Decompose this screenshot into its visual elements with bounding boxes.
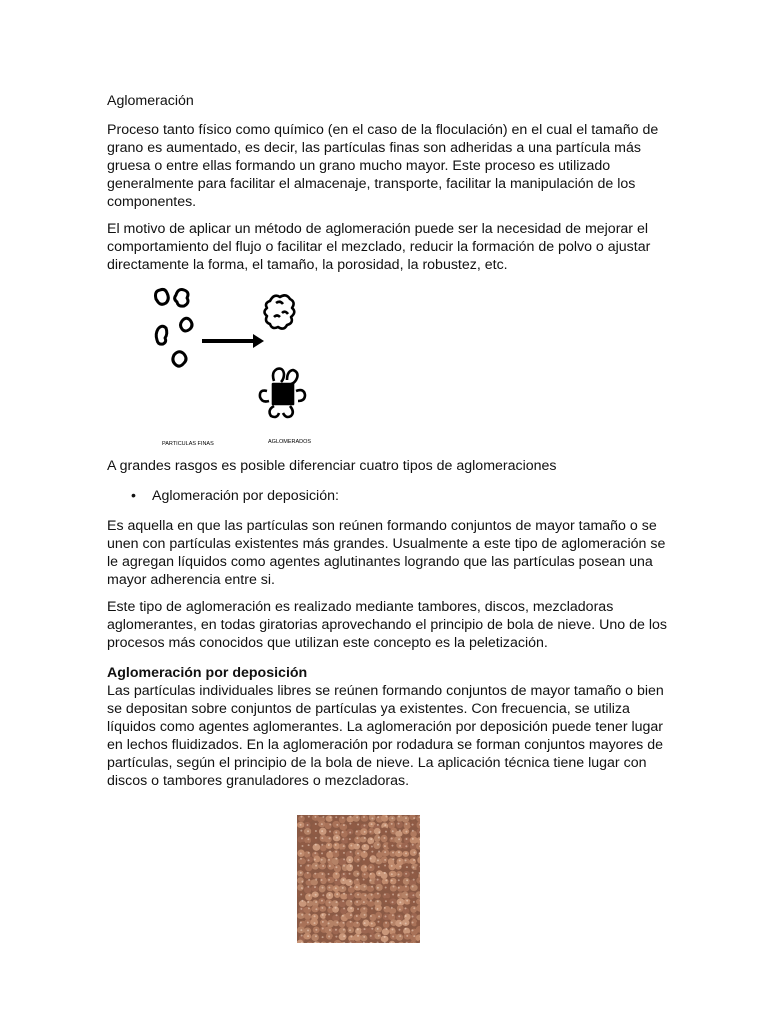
pellet bbox=[319, 885, 326, 893]
pellet bbox=[404, 913, 411, 920]
pellet bbox=[325, 822, 332, 829]
paragraph-deposition-2: Este tipo de aglomeración es realizado mediante tambores, discos, mezcladoras aglomerantes, en todas giratorias aprovechando el principio de bola de nieve. Uno de los procesos más conocidos que utilizan este concepto es la peletización. bbox=[107, 599, 667, 651]
pellet bbox=[374, 828, 381, 835]
pellet bbox=[320, 845, 327, 852]
pellet bbox=[404, 822, 411, 829]
pellet bbox=[311, 934, 318, 942]
pellet bbox=[388, 842, 396, 849]
aggregate bbox=[265, 295, 295, 328]
pellet bbox=[354, 855, 361, 862]
pellet bbox=[396, 914, 403, 920]
pellet bbox=[334, 879, 341, 886]
pellet bbox=[362, 858, 370, 865]
pellet bbox=[410, 906, 417, 913]
pellet bbox=[395, 850, 402, 857]
pellet bbox=[339, 921, 346, 927]
pellet bbox=[410, 849, 417, 856]
pellet bbox=[352, 815, 359, 822]
pellet bbox=[333, 920, 340, 926]
fine-particle bbox=[181, 318, 193, 331]
pellet bbox=[410, 899, 417, 905]
pellet bbox=[360, 884, 368, 891]
pellet bbox=[361, 865, 368, 872]
types-list bbox=[107, 487, 667, 505]
pellet bbox=[360, 893, 368, 900]
pellet bbox=[353, 934, 361, 942]
pellet bbox=[396, 878, 403, 884]
pellet bbox=[346, 872, 352, 879]
pellet bbox=[333, 842, 340, 849]
pellet bbox=[310, 918, 318, 926]
pellet bbox=[345, 879, 352, 886]
paragraph-motivation: El motivo de aplicar un método de aglomeración puede ser la necesidad de mejorar el comportamiento del flujo o facilitar el mezclado, reducir la formación de polvo o ajustar directamente la forma, el tamaño, la porosidad, la robustez, etc. bbox=[107, 221, 651, 273]
pellet bbox=[360, 912, 367, 918]
pellet bbox=[339, 849, 346, 856]
pellet bbox=[334, 865, 341, 873]
pellet bbox=[410, 831, 417, 838]
pellet bbox=[320, 857, 327, 864]
pellet bbox=[326, 815, 333, 821]
pellet bbox=[389, 908, 396, 914]
pellet bbox=[396, 821, 403, 828]
pellet bbox=[368, 828, 374, 835]
pellet bbox=[331, 900, 338, 907]
pellet bbox=[305, 893, 312, 900]
pellet bbox=[375, 884, 382, 891]
pellet bbox=[348, 822, 356, 829]
list-item: • Aglomeración por deposición: bbox=[131, 488, 339, 504]
pellet bbox=[411, 872, 418, 879]
fine-particle bbox=[156, 326, 167, 344]
pellet bbox=[353, 921, 360, 927]
pellet bbox=[373, 842, 380, 850]
pellet bbox=[396, 934, 403, 941]
fine-particle bbox=[175, 290, 188, 307]
pellet bbox=[395, 831, 402, 837]
pellet bbox=[339, 843, 346, 850]
pellet bbox=[304, 887, 311, 894]
pellet bbox=[375, 905, 382, 911]
fine-particle bbox=[173, 352, 186, 366]
paragraph-deposition-3: Las partículas individuales libres se reúnen formando conjuntos de mayor tamaño o bien se depositan sobre conjuntos de partículas ya existentes. Con frecuencia, se utiliza líquidos como agentes aglomerantes. La aglomeración por deposición puede tener lugar en lechos fluidizados. En la aglomeración por rodadura se forman conjuntos mayores de partículas, según el principio de la bola de nieve. La aplicación técnica tiene lugar con discos o tambores granuladores o mezcladoras. bbox=[107, 683, 664, 789]
pellet bbox=[353, 843, 360, 849]
document-body bbox=[107, 92, 667, 790]
pellet bbox=[339, 933, 347, 940]
pellets-photo bbox=[297, 815, 420, 943]
pellet bbox=[367, 927, 375, 933]
pellet bbox=[361, 844, 369, 851]
pellet bbox=[361, 815, 369, 822]
paragraph-types-intro: A grandes rasgos es posible diferenciar cuatro tipos de aglomeraciones bbox=[107, 458, 557, 474]
pellet bbox=[410, 884, 418, 891]
pellet bbox=[404, 837, 410, 843]
paragraph-definition: Proceso tanto físico como químico (en el caso de la floculación) en el cual el tamaño de grano es aumentado, es decir, las partículas finas son adheridas a una partícula más gruesa o entre ellas formando un grano mucho mayor. Este proceso es utilizado generalmente para facilitar el almacenaje, transporte, facilitar la manipulación de los componentes. bbox=[107, 122, 659, 210]
paragraph-deposition-1: Es aquella en que las partículas son reúnen formando conjuntos de mayor tamaño o se unen con partículas existentes más grandes. Usualmente a este tipo de aglomeración se le agregan líquidos como agentes aglutinantes logrando que las partículas posean una mayor adherencia entre si. bbox=[107, 518, 666, 588]
pellet bbox=[395, 920, 402, 927]
pellet bbox=[325, 899, 332, 906]
pellet bbox=[401, 843, 408, 849]
pellet bbox=[375, 864, 381, 870]
pellet bbox=[367, 837, 374, 844]
pellet bbox=[367, 893, 374, 900]
pellet bbox=[332, 821, 340, 828]
pellet bbox=[360, 837, 367, 843]
pellet bbox=[360, 935, 367, 942]
pellet bbox=[320, 851, 328, 857]
pellet bbox=[381, 827, 389, 835]
pellet bbox=[297, 884, 304, 891]
section-heading: Aglomeración por deposición bbox=[107, 665, 308, 681]
agglomeration-diagram bbox=[152, 283, 322, 453]
pellet bbox=[403, 878, 410, 885]
pellet bbox=[297, 877, 304, 883]
pellet bbox=[311, 828, 319, 835]
pellet bbox=[401, 892, 408, 899]
pellet bbox=[327, 863, 334, 869]
pellet bbox=[408, 892, 416, 898]
binder-core bbox=[273, 384, 293, 404]
pellet bbox=[320, 919, 328, 926]
pellet bbox=[311, 905, 319, 912]
pellet bbox=[326, 829, 333, 836]
pellet bbox=[347, 906, 354, 912]
pellet bbox=[382, 878, 389, 884]
document-title: Aglomeración bbox=[107, 93, 194, 109]
label-agglomerates: AGLOMERADOS bbox=[268, 439, 312, 445]
fine-particle bbox=[156, 289, 169, 304]
pellet bbox=[311, 836, 318, 842]
pellet bbox=[402, 816, 410, 823]
bullet-icon: • bbox=[131, 488, 136, 504]
pellet bbox=[355, 928, 362, 935]
pellet bbox=[325, 926, 333, 933]
pellet bbox=[298, 858, 306, 865]
pellet bbox=[409, 858, 416, 864]
pellet bbox=[404, 899, 411, 905]
pellet bbox=[374, 835, 380, 842]
pellet bbox=[382, 928, 389, 935]
pellet bbox=[304, 843, 312, 850]
pellet bbox=[362, 919, 369, 926]
pellet bbox=[303, 907, 311, 913]
pellet bbox=[394, 836, 402, 843]
pellet bbox=[297, 913, 305, 919]
pellet bbox=[339, 927, 346, 934]
pellet bbox=[324, 836, 332, 843]
pellet bbox=[390, 878, 397, 885]
pellet bbox=[346, 864, 353, 871]
pellet bbox=[375, 912, 382, 919]
pellet bbox=[332, 857, 339, 865]
label-fine-particles: PARTICULAS FINAS bbox=[162, 441, 214, 447]
pellet bbox=[306, 857, 313, 863]
